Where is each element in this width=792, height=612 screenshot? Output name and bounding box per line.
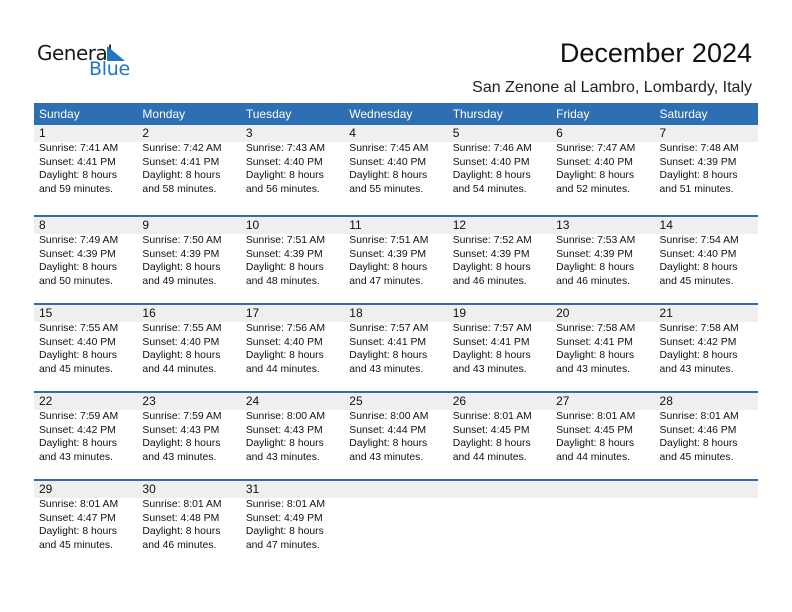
sunset-time: Sunset: 4:40 PM (452, 156, 530, 168)
sunset-time: Sunset: 4:41 PM (349, 336, 427, 348)
day-cell (655, 125, 758, 196)
daylight-duration: and 58 minutes. (142, 183, 217, 195)
daylight-duration: and 48 minutes. (245, 275, 320, 287)
daylight-duration: Daylight: 8 hours (245, 262, 324, 273)
daylight-duration: Daylight: 8 hours (39, 262, 117, 273)
daylight-duration: Daylight: 8 hours (659, 350, 738, 361)
sunrise-time: Sunrise: 7:55 AM (39, 323, 119, 334)
sunrise-time: Sunrise: 8:01 AM (142, 499, 222, 510)
sunrise-time: Sunrise: 7:52 AM (452, 235, 532, 246)
daylight-duration: and 44 minutes. (452, 451, 527, 463)
day-number: 2 (137, 125, 240, 142)
day-number (448, 481, 551, 498)
sunset-time: Sunset: 4:39 PM (349, 248, 427, 260)
daylight-duration: and 43 minutes. (349, 451, 424, 463)
daylight-duration: and 45 minutes. (39, 539, 113, 551)
sunrise-time: Sunrise: 7:42 AM (142, 143, 222, 154)
day-cell (137, 481, 240, 552)
daylight-duration: Daylight: 8 hours (39, 170, 117, 181)
day-number: 3 (241, 125, 344, 142)
empty-day-cell (551, 481, 654, 552)
day-number: 25 (344, 393, 447, 410)
sunset-time: Sunset: 4:40 PM (245, 336, 323, 348)
daylight-duration: and 47 minutes. (349, 275, 424, 287)
day-cell (241, 393, 344, 464)
weekday-sunday: Sunday (39, 107, 80, 121)
day-number: 9 (137, 217, 240, 234)
sunset-time: Sunset: 4:41 PM (556, 336, 633, 348)
weeks-container (34, 125, 758, 567)
day-cell (551, 393, 654, 464)
sunrise-time: Sunrise: 7:49 AM (39, 235, 119, 246)
day-cell (551, 305, 654, 376)
daylight-duration: Daylight: 8 hours (39, 526, 117, 537)
sunrise-time: Sunrise: 8:01 AM (245, 499, 325, 510)
empty-day-cell (344, 481, 447, 552)
daylight-duration: and 46 minutes. (452, 275, 527, 287)
daylight-duration: and 50 minutes. (39, 275, 113, 287)
day-cell (241, 217, 344, 288)
day-cell (241, 481, 344, 552)
sunrise-time: Sunrise: 7:47 AM (556, 143, 636, 154)
daylight-duration: and 49 minutes. (142, 275, 217, 287)
daylight-duration: Daylight: 8 hours (245, 170, 324, 181)
daylight-duration: Daylight: 8 hours (245, 438, 324, 449)
logo-text-general: General (37, 41, 113, 65)
day-cell (137, 393, 240, 464)
day-cell (34, 481, 137, 552)
day-number: 7 (655, 125, 758, 142)
day-cell (34, 125, 137, 196)
weekday-thursday: Thursday (452, 107, 503, 121)
weekday-wednesday: Wednesday (349, 107, 413, 121)
daylight-duration: and 43 minutes. (452, 363, 527, 375)
daylight-duration: Daylight: 8 hours (659, 438, 738, 449)
sunset-time: Sunset: 4:45 PM (556, 424, 633, 436)
daylight-duration: and 44 minutes. (245, 363, 320, 375)
daylight-duration: and 45 minutes. (659, 275, 734, 287)
sunset-time: Sunset: 4:49 PM (245, 512, 323, 524)
day-number: 31 (241, 481, 344, 498)
sunset-time: Sunset: 4:42 PM (39, 424, 116, 436)
daylight-duration: Daylight: 8 hours (452, 350, 531, 361)
day-number: 13 (551, 217, 654, 234)
daylight-duration: Daylight: 8 hours (556, 350, 635, 361)
daylight-duration: Daylight: 8 hours (245, 526, 324, 537)
day-number: 15 (34, 305, 137, 322)
sunset-time: Sunset: 4:44 PM (349, 424, 427, 436)
daylight-duration: and 55 minutes. (349, 183, 424, 195)
daylight-duration: Daylight: 8 hours (452, 262, 531, 273)
page-title: December 2024 (559, 38, 752, 68)
daylight-duration: and 44 minutes. (556, 451, 631, 463)
week-row (34, 479, 758, 567)
day-number (655, 481, 758, 498)
sunrise-time: Sunrise: 7:53 AM (556, 235, 636, 246)
daylight-duration: and 43 minutes. (556, 363, 631, 375)
sunset-time: Sunset: 4:39 PM (245, 248, 323, 260)
sunrise-time: Sunrise: 7:58 AM (556, 323, 636, 334)
day-number: 29 (34, 481, 137, 498)
sunrise-time: Sunrise: 7:57 AM (349, 323, 429, 334)
sunrise-time: Sunrise: 7:50 AM (142, 235, 222, 246)
sunset-time: Sunset: 4:40 PM (556, 156, 633, 168)
daylight-duration: Daylight: 8 hours (556, 438, 635, 449)
day-number: 30 (137, 481, 240, 498)
sunset-time: Sunset: 4:41 PM (142, 156, 220, 168)
day-number: 6 (551, 125, 654, 142)
sunrise-time: Sunrise: 7:43 AM (245, 143, 325, 154)
daylight-duration: and 59 minutes. (39, 183, 113, 195)
day-number: 23 (137, 393, 240, 410)
day-number: 14 (655, 217, 758, 234)
daylight-duration: Daylight: 8 hours (39, 350, 117, 361)
day-number: 28 (655, 393, 758, 410)
day-cell (655, 217, 758, 288)
sunset-time: Sunset: 4:48 PM (142, 512, 220, 524)
daylight-duration: and 54 minutes. (452, 183, 527, 195)
sunset-time: Sunset: 4:40 PM (39, 336, 116, 348)
sunrise-time: Sunrise: 8:00 AM (245, 411, 325, 422)
day-number: 11 (344, 217, 447, 234)
day-number: 22 (34, 393, 137, 410)
sunset-time: Sunset: 4:40 PM (245, 156, 323, 168)
sunset-time: Sunset: 4:41 PM (452, 336, 530, 348)
sunset-time: Sunset: 4:40 PM (142, 336, 220, 348)
day-number: 18 (344, 305, 447, 322)
day-cell (655, 305, 758, 376)
daylight-duration: and 43 minutes. (142, 451, 217, 463)
daylight-duration: and 46 minutes. (142, 539, 217, 551)
empty-day-cell (448, 481, 551, 552)
day-number: 17 (241, 305, 344, 322)
week-row (34, 303, 758, 391)
day-number (344, 481, 447, 498)
sunrise-time: Sunrise: 8:00 AM (349, 411, 429, 422)
day-cell (137, 217, 240, 288)
day-cell (551, 217, 654, 288)
empty-day-cell (655, 481, 758, 552)
daylight-duration: Daylight: 8 hours (349, 438, 428, 449)
daylight-duration: Daylight: 8 hours (245, 350, 324, 361)
weekday-header (34, 103, 758, 125)
day-number: 20 (551, 305, 654, 322)
daylight-duration: and 43 minutes. (349, 363, 424, 375)
sunrise-time: Sunrise: 7:59 AM (39, 411, 119, 422)
day-cell (344, 217, 447, 288)
day-number (551, 481, 654, 498)
sunset-time: Sunset: 4:43 PM (245, 424, 323, 436)
daylight-duration: Daylight: 8 hours (556, 262, 635, 273)
day-cell (655, 393, 758, 464)
day-number: 1 (34, 125, 137, 142)
sunrise-time: Sunrise: 7:41 AM (39, 143, 119, 154)
day-number: 26 (448, 393, 551, 410)
daylight-duration: Daylight: 8 hours (659, 170, 738, 181)
daylight-duration: and 46 minutes. (556, 275, 631, 287)
sunrise-time: Sunrise: 7:45 AM (349, 143, 429, 154)
daylight-duration: and 45 minutes. (39, 363, 113, 375)
sunrise-time: Sunrise: 8:01 AM (452, 411, 532, 422)
sunset-time: Sunset: 4:41 PM (39, 156, 116, 168)
daylight-duration: Daylight: 8 hours (349, 262, 428, 273)
sunrise-time: Sunrise: 8:01 AM (39, 499, 119, 510)
day-number: 24 (241, 393, 344, 410)
day-cell (241, 305, 344, 376)
day-cell (344, 393, 447, 464)
weekday-monday: Monday (142, 107, 186, 121)
day-cell (448, 125, 551, 196)
daylight-duration: Daylight: 8 hours (142, 262, 221, 273)
sunset-time: Sunset: 4:39 PM (452, 248, 530, 260)
sunset-time: Sunset: 4:45 PM (452, 424, 530, 436)
daylight-duration: Daylight: 8 hours (39, 438, 117, 449)
daylight-duration: and 43 minutes. (245, 451, 320, 463)
sunrise-time: Sunrise: 7:51 AM (245, 235, 325, 246)
daylight-duration: and 56 minutes. (245, 183, 320, 195)
day-cell (241, 125, 344, 196)
daylight-duration: Daylight: 8 hours (452, 438, 531, 449)
day-number: 8 (34, 217, 137, 234)
day-cell (137, 305, 240, 376)
day-cell (448, 393, 551, 464)
sunset-time: Sunset: 4:39 PM (556, 248, 633, 260)
sunset-time: Sunset: 4:40 PM (659, 248, 737, 260)
daylight-duration: Daylight: 8 hours (349, 350, 428, 361)
day-number: 16 (137, 305, 240, 322)
day-number: 4 (344, 125, 447, 142)
weekday-tuesday: Tuesday (245, 107, 292, 121)
daylight-duration: Daylight: 8 hours (142, 438, 221, 449)
day-cell (344, 125, 447, 196)
day-number: 27 (551, 393, 654, 410)
sunset-time: Sunset: 4:40 PM (349, 156, 427, 168)
sunrise-time: Sunrise: 7:48 AM (659, 143, 739, 154)
weekday-saturday: Saturday (659, 107, 708, 121)
sunrise-time: Sunrise: 7:58 AM (659, 323, 739, 334)
day-number: 19 (448, 305, 551, 322)
sunrise-time: Sunrise: 7:55 AM (142, 323, 222, 334)
daylight-duration: Daylight: 8 hours (659, 262, 738, 273)
day-cell (34, 305, 137, 376)
day-number: 12 (448, 217, 551, 234)
generalblue-logo (37, 42, 137, 82)
sunset-time: Sunset: 4:43 PM (142, 424, 220, 436)
sunrise-time: Sunrise: 7:54 AM (659, 235, 739, 246)
location-subtitle: San Zenone al Lambro, Lombardy, Italy (472, 79, 752, 96)
day-cell (551, 125, 654, 196)
sunrise-time: Sunrise: 8:01 AM (659, 411, 739, 422)
sunset-time: Sunset: 4:39 PM (142, 248, 220, 260)
daylight-duration: and 43 minutes. (659, 363, 734, 375)
daylight-duration: and 45 minutes. (659, 451, 734, 463)
day-cell (448, 217, 551, 288)
daylight-duration: Daylight: 8 hours (452, 170, 531, 181)
daylight-duration: and 43 minutes. (39, 451, 113, 463)
week-row (34, 391, 758, 479)
sunrise-time: Sunrise: 7:46 AM (452, 143, 532, 154)
daylight-duration: and 52 minutes. (556, 183, 631, 195)
sunrise-time: Sunrise: 8:01 AM (556, 411, 636, 422)
sunrise-time: Sunrise: 7:57 AM (452, 323, 532, 334)
sunset-time: Sunset: 4:39 PM (39, 248, 116, 260)
sunset-time: Sunset: 4:47 PM (39, 512, 116, 524)
day-cell (448, 305, 551, 376)
day-number: 5 (448, 125, 551, 142)
daylight-duration: and 51 minutes. (659, 183, 734, 195)
daylight-duration: and 47 minutes. (245, 539, 320, 551)
day-cell (34, 217, 137, 288)
day-cell (344, 305, 447, 376)
sunrise-time: Sunrise: 7:51 AM (349, 235, 429, 246)
daylight-duration: Daylight: 8 hours (142, 526, 221, 537)
day-number: 10 (241, 217, 344, 234)
daylight-duration: Daylight: 8 hours (142, 350, 221, 361)
sunrise-time: Sunrise: 7:59 AM (142, 411, 222, 422)
day-cell (137, 125, 240, 196)
daylight-duration: Daylight: 8 hours (556, 170, 635, 181)
daylight-duration: and 44 minutes. (142, 363, 217, 375)
sunset-time: Sunset: 4:39 PM (659, 156, 737, 168)
week-row (34, 125, 758, 215)
sunset-time: Sunset: 4:42 PM (659, 336, 737, 348)
calendar-grid (34, 103, 758, 567)
daylight-duration: Daylight: 8 hours (349, 170, 428, 181)
week-row (34, 215, 758, 303)
sunset-time: Sunset: 4:46 PM (659, 424, 737, 436)
weekday-friday: Friday (556, 107, 590, 121)
daylight-duration: Daylight: 8 hours (142, 170, 221, 181)
logo-text-blue: Blue (89, 58, 130, 80)
day-number: 21 (655, 305, 758, 322)
day-cell (34, 393, 137, 464)
sunrise-time: Sunrise: 7:56 AM (245, 323, 325, 334)
